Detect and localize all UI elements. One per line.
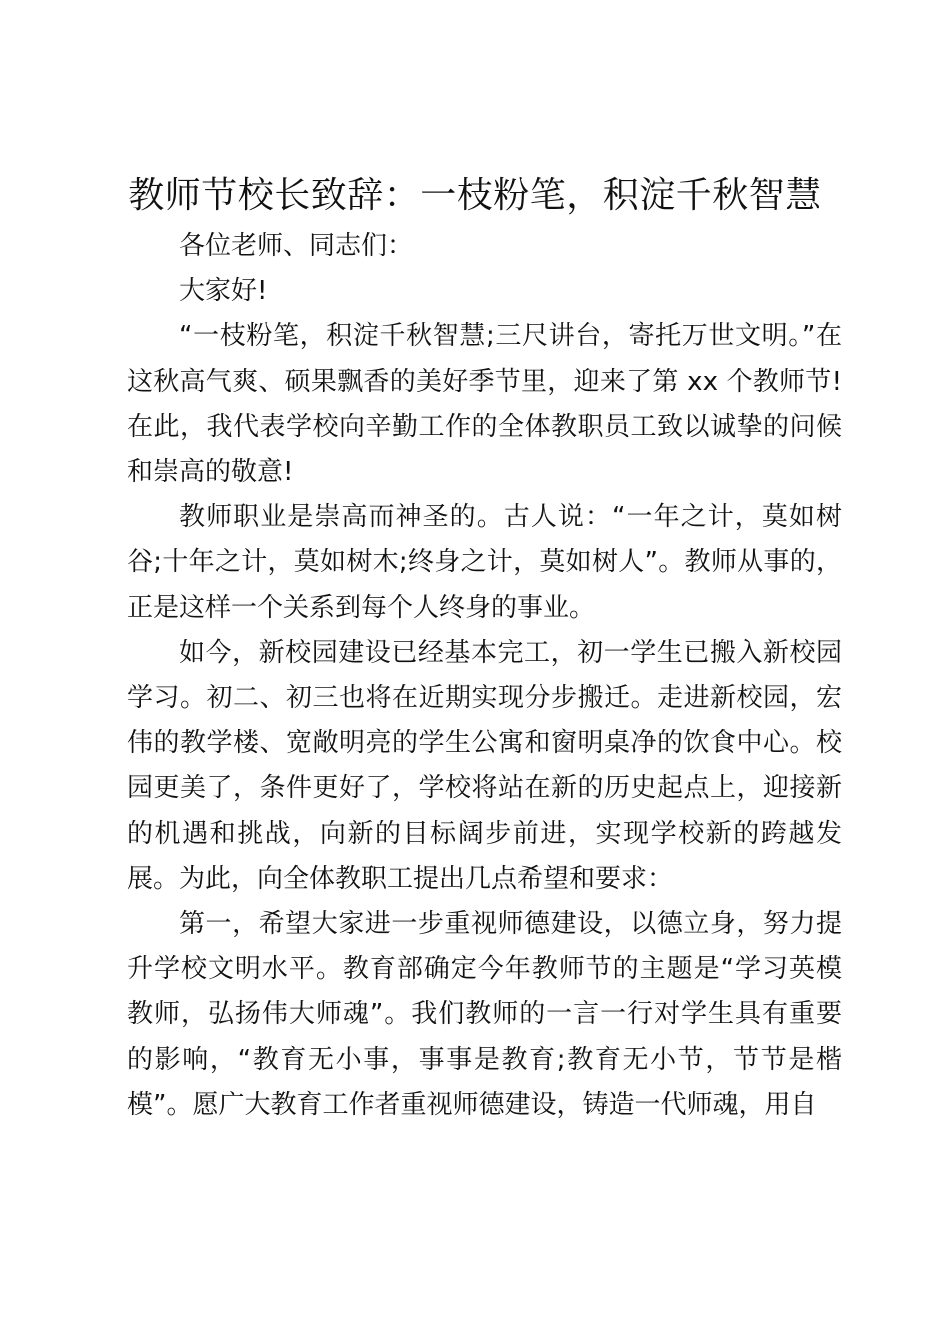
greeting: 大家好!	[179, 276, 268, 307]
paragraph: 教师职业是崇高而神圣的。古人说：“一年之计，莫如树谷;十年之计，莫如树木;终身之计，莫如树人”。教师从事的，正是这样一个关系到每个人终身的事业。	[127, 502, 842, 623]
paragraph: 第一，希望大家进一步重视师德建设，以德立身，努力提升学校文明水平。教育部确定今年教师节的主题是“学习英模教师，弘扬伟大师魂”。我们教师的一言一行对学生具有重要的影响，“教育无小事，事事是教育;教育无小节，节节是楷模”。愿广大教育工作者重视师德建设，铸造一代师魂，用自	[127, 909, 842, 1120]
paragraph: “一枝粉笔，积淀千秋智慧;三尺讲台，寄托万世文明。”在这秋高气爽、硕果飘香的美好季节里，迎来了第 xx 个教师节!在此，我代表学校向辛勤工作的全体教职员工致以诚挚的问候和崇高的敬意!	[127, 321, 842, 488]
document-title: 教师节校长致辞：一枝粉笔，积淀千秋智慧	[128, 175, 822, 216]
paragraph: 如今，新校园建设已经基本完工，初一学生已搬入新校园学习。初二、初三也将在近期实现分步搬迁。走进新校园，宏伟的教学楼、宽敞明亮的学生公寓和窗明桌净的饮食中心。校园更美了，条件更好了，学校将站在新的历史起点上，迎接新的机遇和挑战，向新的目标阔步前进，实现学校新的跨越发展。为此，向全体教职工提出几点希望和要求：	[127, 637, 842, 894]
salutation: 各位老师、同志们：	[179, 231, 414, 261]
document-body	[127, 224, 842, 1128]
